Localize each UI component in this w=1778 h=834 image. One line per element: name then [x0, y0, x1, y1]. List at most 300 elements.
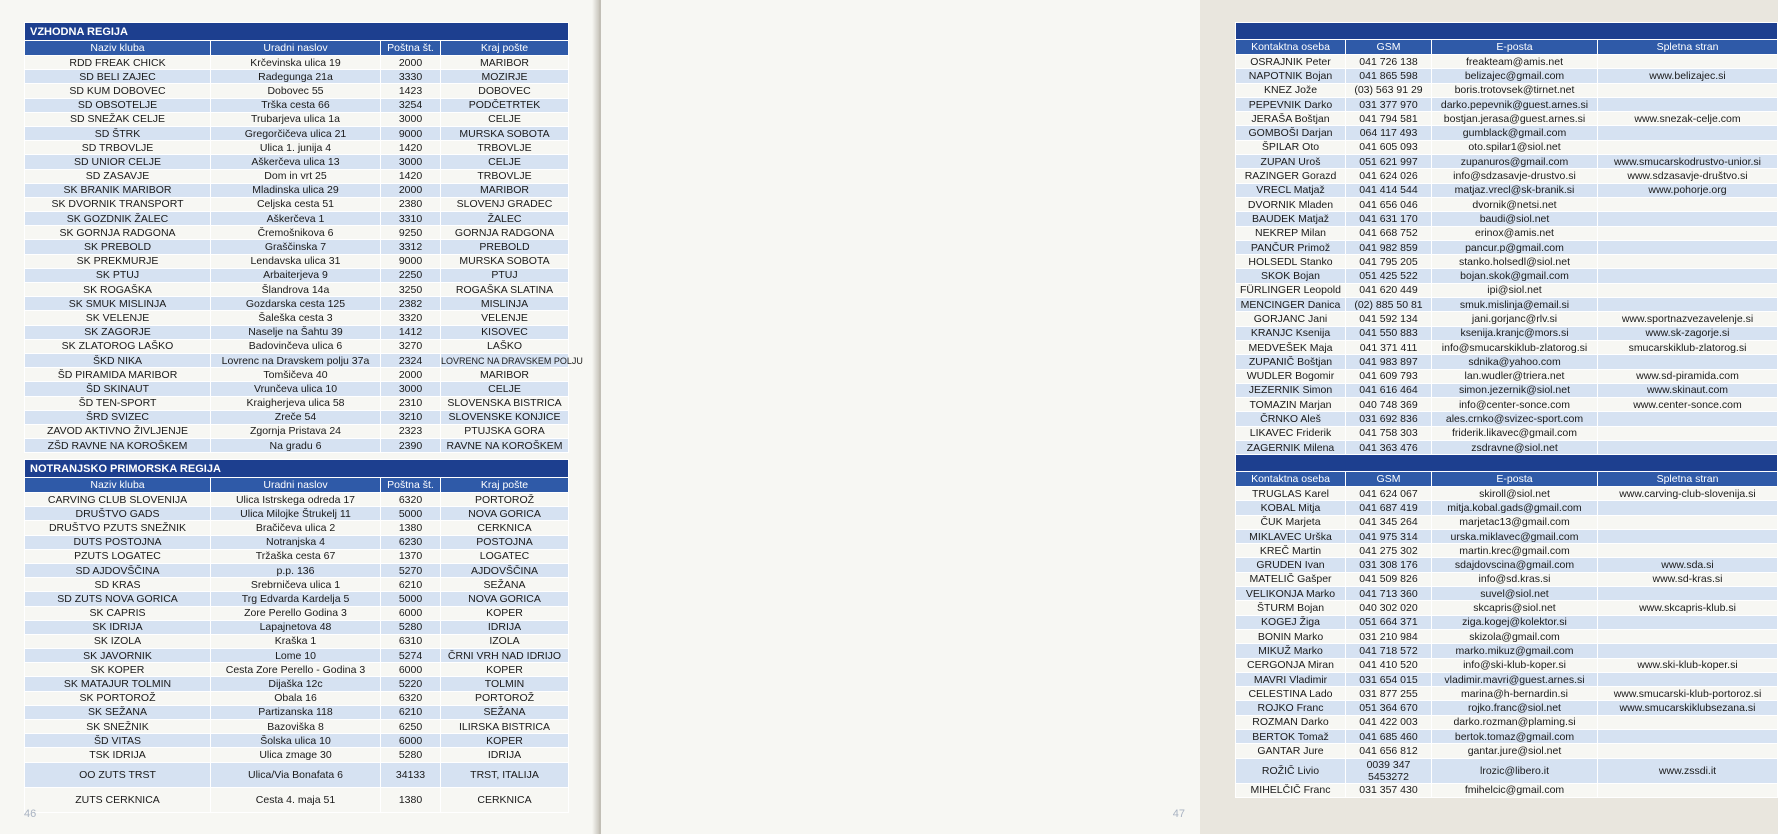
email-cell: suvel@siol.net	[1432, 587, 1598, 601]
address-cell: Gozdarska cesta 125	[211, 297, 381, 311]
contact-person-cell: VRECL Matjaž	[1236, 183, 1346, 197]
postal-code-cell: 6210	[381, 705, 441, 719]
contact-person-cell: ŠTURM Bojan	[1236, 601, 1346, 615]
postal-code-cell: 2390	[381, 439, 441, 453]
address-cell: Zore Perello Godina 3	[211, 606, 381, 620]
table-row	[1236, 255, 1778, 269]
club-name-cell: CARVING CLUB SLOVENIJA	[25, 493, 211, 507]
table-row	[1236, 715, 1778, 729]
website-cell: www.ski-klub-koper.si	[1598, 658, 1778, 672]
address-cell: Cesta 4. maja 51	[211, 787, 381, 812]
table-row	[25, 720, 569, 734]
table-row	[1236, 212, 1778, 226]
table-row	[25, 339, 569, 353]
email-cell: ipi@siol.net	[1432, 283, 1598, 297]
table-row	[25, 254, 569, 268]
website-cell: www.center-sonce.com	[1598, 398, 1778, 412]
post-town-cell: SLOVENSKE KONJICE	[441, 410, 569, 424]
club-name-cell: ŠRD SVIZEC	[25, 410, 211, 424]
gsm-cell: 041 624 067	[1346, 487, 1432, 501]
gsm-cell: 041 982 859	[1346, 240, 1432, 254]
address-cell: Bračičeva ulica 2	[211, 521, 381, 535]
contact-person-cell: VELIKONJA Marko	[1236, 587, 1346, 601]
contact-person-cell: PANČUR Primož	[1236, 240, 1346, 254]
section-band-cell	[1236, 23, 1778, 40]
contact-person-cell: ZUPANIČ Boštjan	[1236, 355, 1346, 369]
postal-code-cell: 1423	[381, 84, 441, 98]
website-cell	[1598, 730, 1778, 744]
website-cell	[1598, 140, 1778, 154]
eastern-contacts-table	[1235, 22, 1778, 455]
email-cell: info@ski-klub-koper.si	[1432, 658, 1598, 672]
website-cell: www.pohorje.org	[1598, 183, 1778, 197]
table-row	[25, 382, 569, 396]
contact-person-cell: HOLSEDL Stanko	[1236, 255, 1346, 269]
website-cell: www.skinaut.com	[1598, 383, 1778, 397]
email-cell: bojan.skok@gmail.com	[1432, 269, 1598, 283]
address-cell: Vrunčeva ulica 10	[211, 382, 381, 396]
post-town-cell: CELJE	[441, 155, 569, 169]
website-cell	[1598, 587, 1778, 601]
contact-person-cell: MIKLAVEC Urška	[1236, 529, 1346, 543]
website-cell	[1598, 426, 1778, 440]
table-row	[1236, 197, 1778, 211]
club-name-cell: ŠD VITAS	[25, 734, 211, 748]
address-cell: Na gradu 6	[211, 439, 381, 453]
post-town-cell: ROGAŠKA SLATINA	[441, 283, 569, 297]
club-name-cell: RDD FREAK CHICK	[25, 56, 211, 70]
postal-code-cell: 2324	[381, 353, 441, 367]
gsm-cell: 041 713 360	[1346, 587, 1432, 601]
table-row	[1236, 783, 1778, 797]
gsm-cell: 041 983 897	[1346, 355, 1432, 369]
email-cell: marina@h-bernardin.si	[1432, 687, 1598, 701]
table-row	[1236, 487, 1778, 501]
email-cell: matjaz.vrecl@sk-branik.si	[1432, 183, 1598, 197]
postal-code-cell: 6310	[381, 634, 441, 648]
contact-person-cell: MAVRI Vladimir	[1236, 672, 1346, 686]
table-row	[25, 787, 569, 812]
address-cell: Aškerčeva ulica 13	[211, 155, 381, 169]
address-cell: Radegunga 21a	[211, 70, 381, 84]
contact-person-cell: KOGEJ Žiga	[1236, 615, 1346, 629]
gsm-cell: 041 616 464	[1346, 383, 1432, 397]
postal-code-cell: 3310	[381, 212, 441, 226]
website-cell	[1598, 55, 1778, 69]
contact-person-cell: GOMBOŠI Darjan	[1236, 126, 1346, 140]
gsm-cell: 041 656 812	[1346, 744, 1432, 758]
post-town-cell: LOGATEC	[441, 549, 569, 563]
club-name-cell: SK SNEŽNIK	[25, 720, 211, 734]
gsm-cell: 041 345 264	[1346, 515, 1432, 529]
postal-code-cell: 6320	[381, 691, 441, 705]
gsm-cell: 031 357 430	[1346, 783, 1432, 797]
table-row	[1236, 658, 1778, 672]
post-town-cell: CELJE	[441, 112, 569, 126]
contact-person-cell: MENCINGER Danica	[1236, 298, 1346, 312]
postal-code-cell: 5280	[381, 620, 441, 634]
website-cell	[1598, 240, 1778, 254]
address-cell: Celjska cesta 51	[211, 197, 381, 211]
gsm-cell: 040 302 020	[1346, 601, 1432, 615]
section-band	[1236, 23, 1778, 40]
website-cell: www.snezak-celje.com	[1598, 112, 1778, 126]
gsm-cell: 041 275 302	[1346, 544, 1432, 558]
contact-person-cell: RAZINGER Gorazd	[1236, 169, 1346, 183]
page-number-left: 46	[24, 808, 37, 820]
table-row	[25, 549, 569, 563]
website-cell	[1598, 715, 1778, 729]
table-row	[1236, 572, 1778, 586]
email-cell: darko.rozman@plaming.si	[1432, 715, 1598, 729]
table-row	[25, 762, 569, 787]
website-cell	[1598, 501, 1778, 515]
address-cell: Cesta Zore Perello - Godina 3	[211, 663, 381, 677]
address-cell: Tomšičeva 40	[211, 368, 381, 382]
address-cell: Ulica/Via Bonafata 6	[211, 762, 381, 787]
table-row	[1236, 758, 1778, 783]
table-header-row	[1236, 472, 1778, 487]
table-row	[25, 410, 569, 424]
gsm-cell: 031 210 984	[1346, 629, 1432, 643]
table-row	[1236, 169, 1778, 183]
post-town-cell: SLOVENJ GRADEC	[441, 197, 569, 211]
gsm-cell: 051 364 670	[1346, 701, 1432, 715]
club-name-cell: SD AJDOVŠČINA	[25, 563, 211, 577]
table-row	[1236, 383, 1778, 397]
website-cell	[1598, 212, 1778, 226]
table-row	[1236, 355, 1778, 369]
table-row	[25, 439, 569, 453]
address-cell: Naselje na Šahtu 39	[211, 325, 381, 339]
email-cell: dvornik@netsi.net	[1432, 197, 1598, 211]
column-header: E-posta	[1432, 40, 1598, 55]
gsm-cell: 041 363 476	[1346, 441, 1432, 455]
email-cell: skiroll@siol.net	[1432, 487, 1598, 501]
contact-person-cell: ČUK Marjeta	[1236, 515, 1346, 529]
table-header-row	[1236, 40, 1778, 55]
postal-code-cell: 6000	[381, 734, 441, 748]
email-cell: smuk.mislinja@email.si	[1432, 298, 1598, 312]
table-row	[25, 691, 569, 705]
website-cell	[1598, 298, 1778, 312]
region-title-row	[25, 460, 569, 478]
table-row	[25, 424, 569, 438]
table-row	[1236, 283, 1778, 297]
address-cell: Šlandrova 14a	[211, 283, 381, 297]
website-cell	[1598, 515, 1778, 529]
post-town-cell: POSTOJNA	[441, 535, 569, 549]
address-cell: Ulica Milojke Štrukelj 11	[211, 507, 381, 521]
club-name-cell: SD KRAS	[25, 578, 211, 592]
post-town-cell: VELENJE	[441, 311, 569, 325]
contact-person-cell: CELESTINA Lado	[1236, 687, 1346, 701]
table-row	[1236, 529, 1778, 543]
postal-code-cell: 3250	[381, 283, 441, 297]
column-header: Kraj pošte	[441, 478, 569, 493]
contact-person-cell: TRUGLAS Karel	[1236, 487, 1346, 501]
address-cell: Lome 10	[211, 649, 381, 663]
email-cell: belizajec@gmail.com	[1432, 69, 1598, 83]
post-town-cell: LAŠKO	[441, 339, 569, 353]
contact-person-cell: MATELIČ Gašper	[1236, 572, 1346, 586]
post-town-cell: SEŽANA	[441, 705, 569, 719]
address-cell: Ulica zmage 30	[211, 748, 381, 762]
table-row	[1236, 240, 1778, 254]
table-row	[25, 634, 569, 648]
table-row	[25, 126, 569, 140]
address-cell: Aškerčeva 1	[211, 212, 381, 226]
post-town-cell: TRST, ITALIJA	[441, 762, 569, 787]
club-name-cell: SK VELENJE	[25, 311, 211, 325]
club-name-cell: SK KOPER	[25, 663, 211, 677]
contact-person-cell: JEZERNIK Simon	[1236, 383, 1346, 397]
website-cell	[1598, 644, 1778, 658]
postal-code-cell: 3000	[381, 382, 441, 396]
table-row	[25, 112, 569, 126]
postal-code-cell: 2323	[381, 424, 441, 438]
gsm-cell: 051 425 522	[1346, 269, 1432, 283]
post-town-cell: MARIBOR	[441, 368, 569, 382]
column-header: Uradni naslov	[211, 478, 381, 493]
gsm-cell: 041 592 134	[1346, 312, 1432, 326]
post-town-cell: MURSKA SOBOTA	[441, 126, 569, 140]
club-name-cell: SK ZAGORJE	[25, 325, 211, 339]
postal-code-cell: 3312	[381, 240, 441, 254]
club-name-cell: ZAVOD AKTIVNO ŽIVLJENJE	[25, 424, 211, 438]
post-town-cell: RAVNE NA KOROŠKEM	[441, 439, 569, 453]
table-row	[25, 297, 569, 311]
postal-code-cell: 5000	[381, 507, 441, 521]
gsm-cell: 041 605 093	[1346, 140, 1432, 154]
email-cell: zupanuros@gmail.com	[1432, 155, 1598, 169]
table-row	[1236, 183, 1778, 197]
contact-person-cell: SKOK Bojan	[1236, 269, 1346, 283]
email-cell: bostjan.jerasa@guest.arnes.si	[1432, 112, 1598, 126]
table-row	[1236, 730, 1778, 744]
address-cell: Arbaiterjeva 9	[211, 268, 381, 282]
table-row	[25, 283, 569, 297]
contact-person-cell: WUDLER Bogomir	[1236, 369, 1346, 383]
table-row	[1236, 687, 1778, 701]
club-name-cell: TSK IDRIJA	[25, 748, 211, 762]
gsm-cell: 031 877 255	[1346, 687, 1432, 701]
email-cell: lan.wudler@triera.net	[1432, 369, 1598, 383]
post-town-cell: KOPER	[441, 734, 569, 748]
post-town-cell: PODČETRTEK	[441, 98, 569, 112]
club-name-cell: ŠKD NIKA	[25, 353, 211, 367]
email-cell: info@sdzasavje-drustvo.si	[1432, 169, 1598, 183]
email-cell: sdnika@yahoo.com	[1432, 355, 1598, 369]
table-header-row	[25, 41, 569, 56]
table-row	[25, 396, 569, 410]
contact-person-cell: JERAŠA Boštjan	[1236, 112, 1346, 126]
postal-code-cell: 2382	[381, 297, 441, 311]
post-town-cell: DOBOVEC	[441, 84, 569, 98]
email-cell: stanko.holsedl@siol.net	[1432, 255, 1598, 269]
post-town-cell: TRBOVLJE	[441, 141, 569, 155]
club-name-cell: DRUŠTVO GADS	[25, 507, 211, 521]
post-town-cell: MARIBOR	[441, 56, 569, 70]
website-cell	[1598, 544, 1778, 558]
table-row	[1236, 226, 1778, 240]
post-town-cell: PORTOROŽ	[441, 691, 569, 705]
website-cell	[1598, 355, 1778, 369]
postal-code-cell: 9000	[381, 126, 441, 140]
club-name-cell: ZŠD RAVNE NA KOROŠKEM	[25, 439, 211, 453]
club-name-cell: SD SNEŽAK CELJE	[25, 112, 211, 126]
column-header: Poštna št.	[381, 478, 441, 493]
postal-code-cell: 9000	[381, 254, 441, 268]
postal-code-cell: 6230	[381, 535, 441, 549]
table-row	[25, 521, 569, 535]
eastern-region-clubs-table	[24, 22, 583, 453]
post-town-cell: SEŽANA	[441, 578, 569, 592]
column-header: Uradni naslov	[211, 41, 381, 56]
club-name-cell: SD KUM DOBOVEC	[25, 84, 211, 98]
club-name-cell: SK GOZDNIK ŽALEC	[25, 212, 211, 226]
region-title: VZHODNA REGIJA	[25, 23, 569, 41]
gsm-cell: 040 748 369	[1346, 398, 1432, 412]
website-cell	[1598, 226, 1778, 240]
table-row	[25, 84, 569, 98]
address-cell: Notranjska 4	[211, 535, 381, 549]
table-row	[1236, 515, 1778, 529]
column-header: GSM	[1346, 472, 1432, 487]
gsm-cell: 041 795 205	[1346, 255, 1432, 269]
contact-person-cell: ROŽIČ Livio	[1236, 758, 1346, 783]
club-name-cell: ŠD SKINAUT	[25, 382, 211, 396]
post-town-cell: MURSKA SOBOTA	[441, 254, 569, 268]
table-row	[1236, 629, 1778, 643]
table-row	[25, 70, 569, 84]
address-cell: Zreče 54	[211, 410, 381, 424]
email-cell: skcapris@siol.net	[1432, 601, 1598, 615]
email-cell: zsdravne@siol.net	[1432, 441, 1598, 455]
address-cell: Trška cesta 66	[211, 98, 381, 112]
table-row	[25, 705, 569, 719]
website-cell	[1598, 83, 1778, 97]
website-cell: www.sda.si	[1598, 558, 1778, 572]
table-row	[1236, 83, 1778, 97]
website-cell	[1598, 629, 1778, 643]
column-header: Spletna stran	[1598, 472, 1778, 487]
website-cell	[1598, 783, 1778, 797]
post-town-cell: TRBOVLJE	[441, 169, 569, 183]
gsm-cell: (03) 563 91 29	[1346, 83, 1432, 97]
address-cell: Mladinska ulica 29	[211, 183, 381, 197]
address-cell: Dobovec 55	[211, 84, 381, 98]
postal-code-cell: 1412	[381, 325, 441, 339]
table-row	[25, 606, 569, 620]
contact-person-cell: BONIN Marko	[1236, 629, 1346, 643]
website-cell: www.carving-club-slovenija.si	[1598, 487, 1778, 501]
gsm-cell: 041 550 883	[1346, 326, 1432, 340]
address-cell: Ulica Istrskega odreda 17	[211, 493, 381, 507]
column-header: Spletna stran	[1598, 40, 1778, 55]
contact-person-cell: ZUPAN Uroš	[1236, 155, 1346, 169]
contact-person-cell: GANTAR Jure	[1236, 744, 1346, 758]
table-row	[1236, 326, 1778, 340]
gsm-cell: 041 718 572	[1346, 644, 1432, 658]
club-name-cell: SK ZLATOROG LAŠKO	[25, 339, 211, 353]
club-name-cell: OO ZUTS TRST	[25, 762, 211, 787]
gsm-cell: 041 371 411	[1346, 340, 1432, 354]
address-cell: Lapajnetova 48	[211, 620, 381, 634]
address-cell: Graščinska 7	[211, 240, 381, 254]
email-cell: info@sd.kras.si	[1432, 572, 1598, 586]
table-row	[25, 563, 569, 577]
email-cell: ksenija.kranjc@mors.si	[1432, 326, 1598, 340]
post-town-cell: ILIRSKA BISTRICA	[441, 720, 569, 734]
post-town-cell: MISLINJA	[441, 297, 569, 311]
address-cell: Šaleška cesta 3	[211, 311, 381, 325]
post-town-cell: TOLMIN	[441, 677, 569, 691]
email-cell: gantar.jure@siol.net	[1432, 744, 1598, 758]
postal-code-cell: 2000	[381, 56, 441, 70]
region-title: NOTRANJSKO PRIMORSKA REGIJA	[25, 460, 569, 478]
table-row	[25, 268, 569, 282]
email-cell: bertok.tomaz@gmail.com	[1432, 730, 1598, 744]
postal-code-cell: 1380	[381, 787, 441, 812]
table-row	[25, 748, 569, 762]
post-town-cell: NOVA GORICA	[441, 592, 569, 606]
contact-person-cell: NEKREP Milan	[1236, 226, 1346, 240]
email-cell: darko.pepevnik@guest.arnes.si	[1432, 97, 1598, 111]
website-cell	[1598, 197, 1778, 211]
postal-code-cell: 5274	[381, 649, 441, 663]
website-cell: smucarskiklub-zlatorog.si	[1598, 340, 1778, 354]
page-number-right: 47	[1172, 808, 1185, 820]
post-town-cell: SLOVENSKA BISTRICA	[441, 396, 569, 410]
column-header: Naziv kluba	[25, 41, 211, 56]
club-name-cell: ZUTS CERKNICA	[25, 787, 211, 812]
section-band	[1236, 455, 1778, 472]
post-town-cell: IDRIJA	[441, 748, 569, 762]
email-cell: oto.spilar1@siol.net	[1432, 140, 1598, 154]
postal-code-cell: 3254	[381, 98, 441, 112]
email-cell: boris.trotovsek@tirnet.net	[1432, 83, 1598, 97]
table-row	[1236, 701, 1778, 715]
postal-code-cell: 34133	[381, 762, 441, 787]
address-cell: Lovrenc na Dravskem polju 37a	[211, 353, 381, 367]
table-row	[25, 141, 569, 155]
table-row	[1236, 369, 1778, 383]
address-cell: Ulica 1. junija 4	[211, 141, 381, 155]
club-name-cell: SK SEŽANA	[25, 705, 211, 719]
post-town-cell: ŽALEC	[441, 212, 569, 226]
table-row	[25, 677, 569, 691]
table-row	[1236, 140, 1778, 154]
address-cell: Šolska ulica 10	[211, 734, 381, 748]
table-row	[1236, 312, 1778, 326]
club-name-cell: SK IDRIJA	[25, 620, 211, 634]
postal-code-cell: 6000	[381, 663, 441, 677]
contact-person-cell: TOMAZIN Marjan	[1236, 398, 1346, 412]
gsm-cell: 041 668 752	[1346, 226, 1432, 240]
club-name-cell: SK GORNJA RADGONA	[25, 226, 211, 240]
email-cell: ales.crnko@svizec-sport.com	[1432, 412, 1598, 426]
email-cell: jani.gorjanc@rlv.si	[1432, 312, 1598, 326]
email-cell: pancur.p@gmail.com	[1432, 240, 1598, 254]
postal-code-cell: 1420	[381, 141, 441, 155]
table-row	[25, 226, 569, 240]
gsm-cell: 041 414 544	[1346, 183, 1432, 197]
post-town-cell: IZOLA	[441, 634, 569, 648]
address-cell: Srebrničeva ulica 1	[211, 578, 381, 592]
gsm-cell: 041 975 314	[1346, 529, 1432, 543]
email-cell: simon.jezernik@siol.net	[1432, 383, 1598, 397]
